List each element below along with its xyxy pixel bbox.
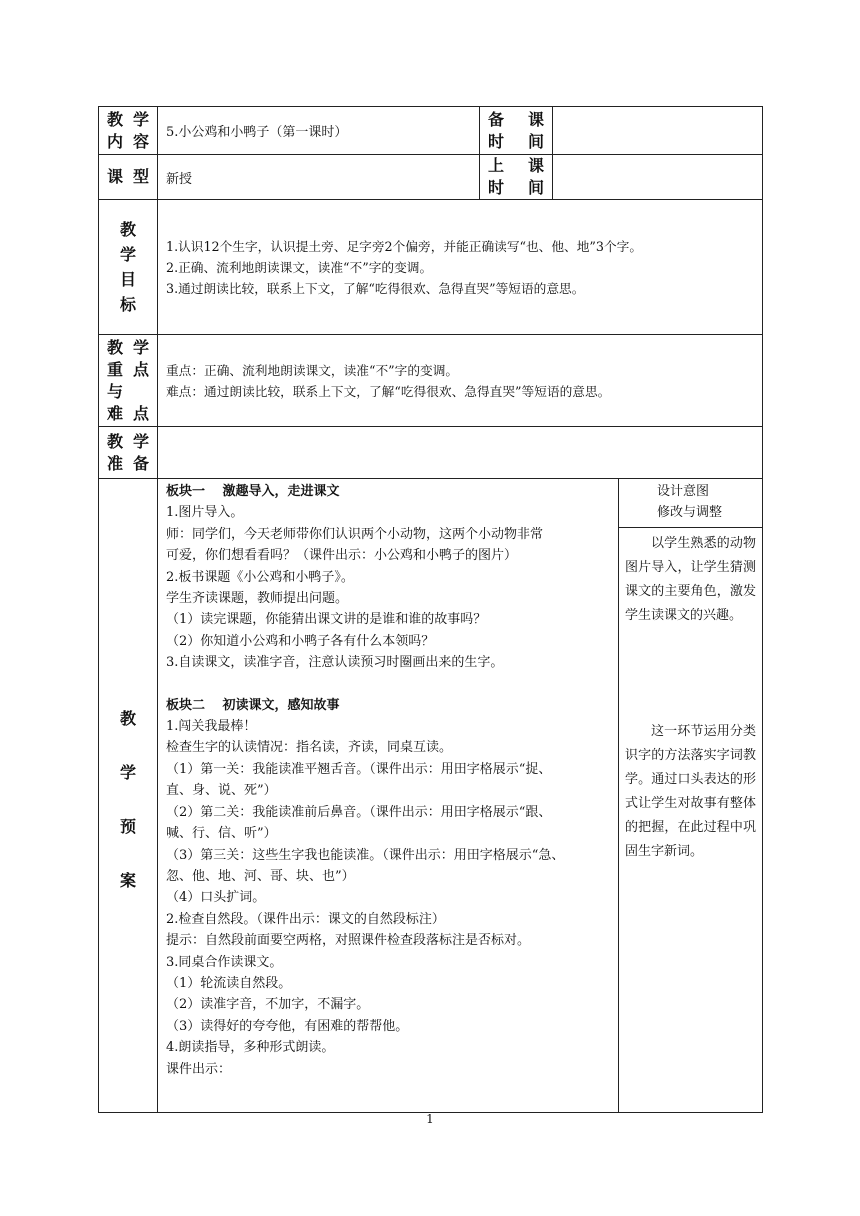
plan-label-cell	[99, 479, 158, 1113]
class-time-label-2: 时 间	[488, 178, 544, 197]
s1-line-2: 师：同学们，今天老师带你们认识两个小动物，这两个小动物非常	[166, 526, 544, 542]
design-intent-column	[619, 479, 763, 1113]
row-plan	[99, 479, 763, 1113]
s2-line-2: 检查生字的认读情况：指名读，齐读，同桌互读。	[166, 740, 453, 756]
prep-time-value	[553, 107, 763, 155]
s2-line-11: 提示：自然段前面要空两格，对照课件检查段落标注是否标对。	[166, 933, 531, 949]
s2-line-4: 直、身、说、死”）	[166, 783, 277, 799]
prep-time-label-1: 备 课	[488, 109, 544, 129]
preparation-label-cell	[99, 427, 158, 479]
difficulty: 难点：通过朗读比较，联系上下文，了解“吃得很欢、急得直哭”等短语的意思。	[166, 383, 611, 399]
s2-line-13: （1）轮流读自然段。	[166, 975, 292, 991]
section2-title: 板块二 初读课文，感知故事	[166, 697, 340, 713]
row-content	[99, 107, 763, 155]
goals-label-cell	[99, 200, 158, 335]
goals-label-char-1: 教	[119, 220, 136, 239]
s2-line-3: （1）第一关：我能读准平翘舌音。（课件出示：用田字格展示“捉、	[166, 761, 552, 777]
s2-line-15: （3）读得好的夸夸他，有困难的帮帮他。	[166, 1018, 409, 1034]
preparation-label-2: 准 备	[107, 453, 149, 473]
prep-time-label-2: 时 间	[488, 131, 544, 151]
class-time-label-1: 上 课	[488, 156, 544, 175]
s2-line-5: （2）第二关：我能读准前后鼻音。（课件出示：用田字格展示“跟、	[166, 804, 552, 820]
goals-label-char-2: 学	[119, 245, 136, 264]
plan-label-char-3: 预	[119, 816, 136, 836]
s2-line-10: 2.检查自然段。（课件出示：课文的自然段标注）	[166, 911, 445, 927]
plan-content	[158, 479, 619, 1113]
section-gap	[166, 674, 612, 695]
plan-label-char-1: 教	[119, 708, 136, 728]
focus-label-1: 教 学	[107, 337, 149, 357]
lesson-plan-table	[98, 106, 763, 1113]
side-note-1: 以学生熟悉的动物图片导入，让学生猜测课文的主要角色，激发学生读课文的兴趣。	[625, 536, 756, 623]
s2-line-16: 4.朗读指导，多种形式朗读。	[166, 1040, 335, 1056]
row-goals	[99, 200, 763, 335]
s1-line-5: 学生齐读课题，教师提出问题。	[166, 591, 349, 607]
goals-label-char-3: 目	[119, 270, 136, 289]
focus-label-3: 与	[107, 381, 124, 401]
row-focus	[99, 335, 763, 427]
class-time-value	[553, 155, 763, 200]
type-value: 新授	[158, 155, 480, 200]
focus-label-4: 难 点	[107, 403, 149, 423]
content-label-2: 内 容	[107, 131, 149, 151]
goals-content	[158, 200, 763, 335]
type-label: 课型	[107, 167, 149, 186]
content-value: 5.小公鸡和小鸭子（第一课时）	[158, 107, 480, 155]
preparation-label-1: 教 学	[107, 431, 149, 451]
goal-item-2: 2.正确、流利地朗读课文，读准“不”字的变调。	[166, 259, 433, 275]
plan-label-char-4: 案	[119, 870, 136, 890]
type-label-cell	[99, 155, 158, 200]
s2-line-17: 课件出示：	[166, 1061, 232, 1077]
s2-line-14: （2）读准字音，不加字，不漏字。	[166, 997, 370, 1013]
goals-label-char-4: 标	[119, 295, 136, 314]
s2-line-9: （4）口头扩词。	[166, 890, 266, 906]
side-head-adjust: 修改与调整	[657, 505, 723, 520]
preparation-value	[158, 427, 763, 479]
focus-label-2: 重 点	[107, 359, 149, 379]
class-time-label-cell	[480, 155, 553, 200]
plan-label-char-2: 学	[119, 762, 136, 782]
page-number: 1	[426, 1112, 434, 1126]
side-head-intent: 设计意图	[657, 484, 710, 499]
row-type	[99, 155, 763, 200]
s2-line-6: 喊、行、信、听”）	[166, 826, 277, 842]
section1-title: 板块一 激趣导入，走进课文	[166, 484, 340, 499]
s1-line-4: 2.板书课题《小公鸡和小鸭子》。	[166, 569, 354, 585]
goal-item-1: 1.认识12个生字，认识提土旁、足字旁2个偏旁，并能正确读写“也、他、地”3个字。	[166, 238, 643, 254]
key-point: 重点：正确、流利地朗读课文，读准“不”字的变调。	[166, 362, 459, 378]
side-note-2: 这一环节运用分类识字的方法落实字词教学。通过口头表达的形式让学生对故事有整体的把握，在此过程中巩固生字新词。	[625, 724, 756, 859]
focus-label-cell	[99, 335, 158, 427]
s1-line-1: 1.图片导入。	[166, 505, 244, 521]
s2-line-12: 3.同桌合作读课文。	[166, 954, 283, 970]
side-header	[619, 479, 762, 528]
s2-line-7: （3）第三关：这些生字我也能读准。（课件出示：用田字格展示“急、	[166, 847, 565, 863]
row-preparation	[99, 427, 763, 479]
s1-line-3: 可爱，你们想看看吗？（课件出示：小公鸡和小鸭子的图片）	[166, 548, 518, 564]
s2-line-1: 1.闯关我最棒！	[166, 719, 257, 735]
content-label-1: 教 学	[107, 109, 149, 129]
s1-line-7: （2）你知道小公鸡和小鸭子各有什么本领吗？	[166, 633, 435, 649]
content-label-cell	[99, 107, 158, 155]
s1-line-6: （1）读完课题，你能猜出课文讲的是谁和谁的故事吗？	[166, 612, 487, 628]
prep-time-label-cell	[480, 107, 553, 155]
s2-line-8: 忽、他、地、河、哥、块、也”）	[166, 868, 355, 884]
focus-content	[158, 335, 763, 427]
goal-item-3: 3.通过朗读比较，联系上下文，了解“吃得很欢、急得直哭”等短语的意思。	[166, 280, 585, 296]
s1-line-8: 3.自读课文，读准字音，注意认读预习时圈画出来的生字。	[166, 655, 504, 671]
